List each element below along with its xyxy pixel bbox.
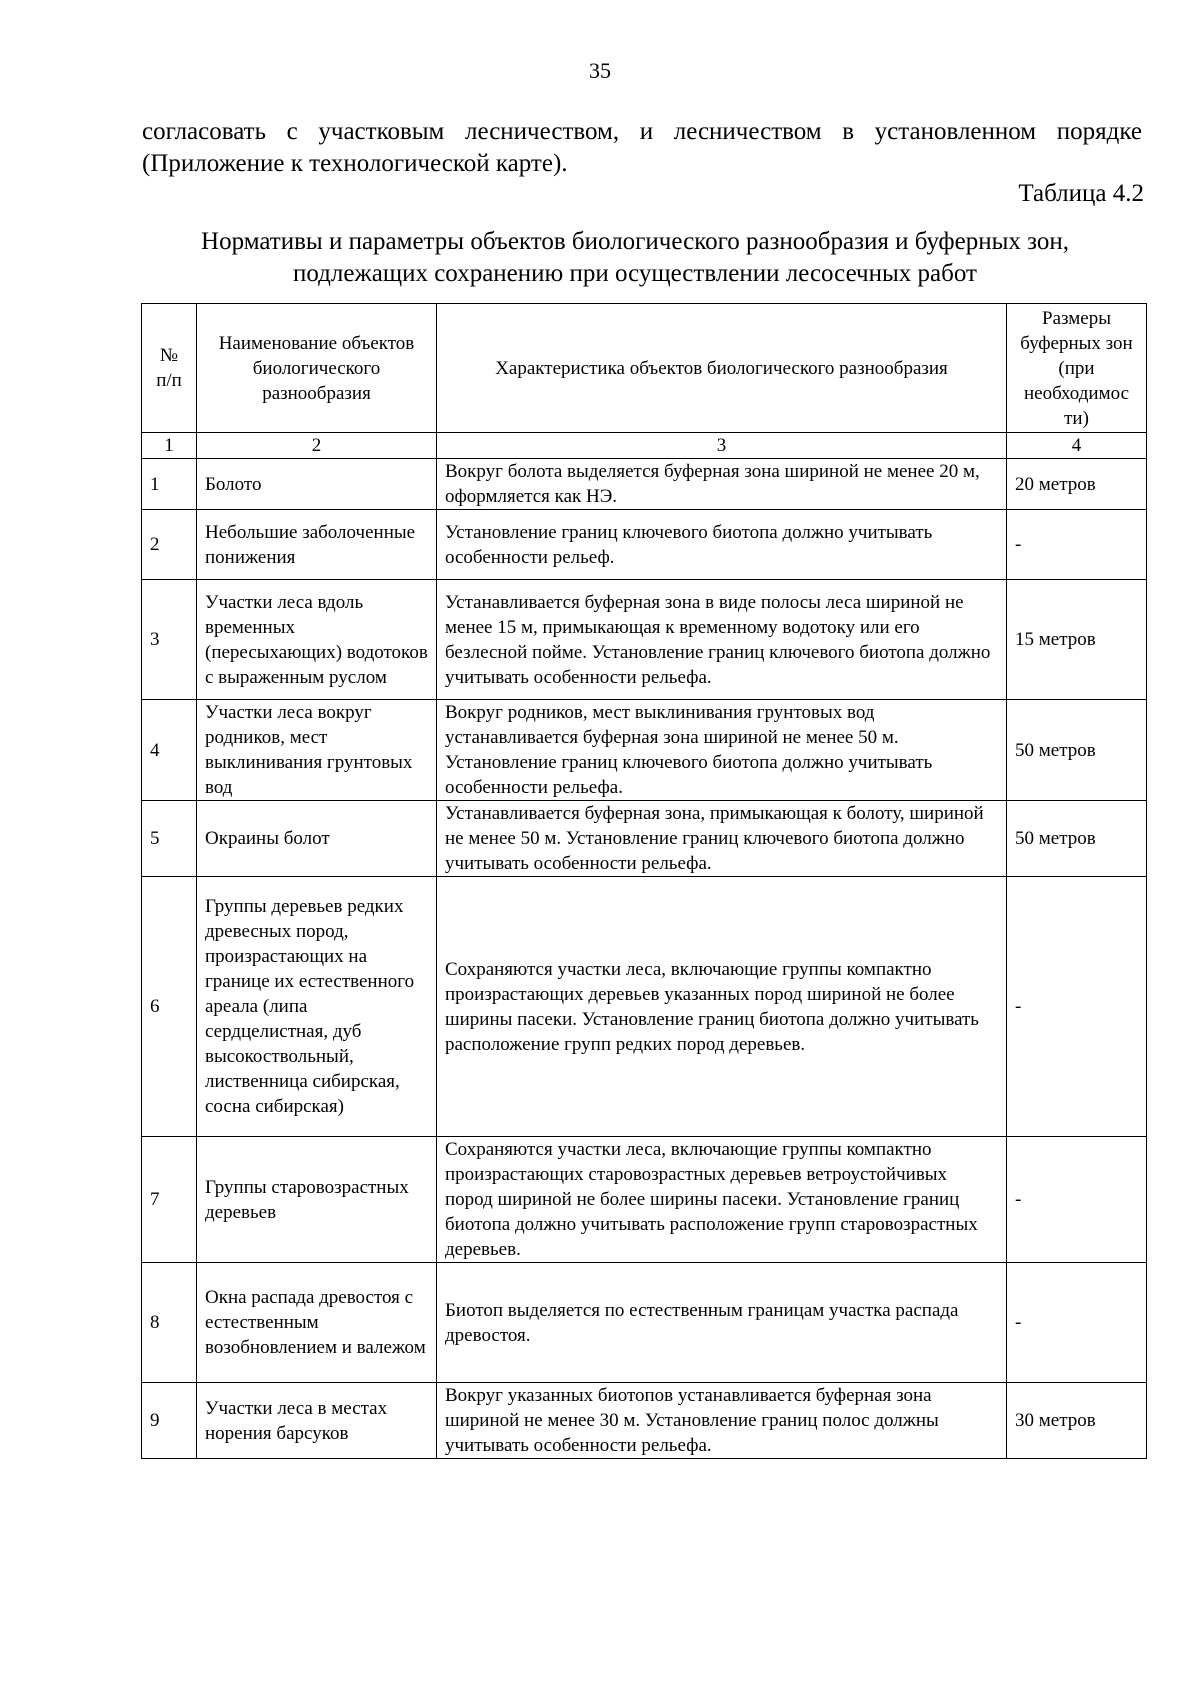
column-number: 4	[1007, 433, 1147, 459]
row-object-name: Окна распада древостоя с естественным возобновлением и валежом	[197, 1263, 437, 1383]
row-object-name: Группы старовозрастных деревьев	[197, 1137, 437, 1263]
row-buffer-size: -	[1007, 510, 1147, 580]
table-header-row	[142, 304, 1147, 433]
row-object-name: Небольшие заболоченные понижения	[197, 510, 437, 580]
table-row	[142, 459, 1147, 510]
row-number: 6	[142, 877, 197, 1137]
row-object-name: Участки леса в местах норения барсуков	[197, 1383, 437, 1459]
column-number: 2	[197, 433, 437, 459]
row-buffer-size: 20 метров	[1007, 459, 1147, 510]
intro-paragraph: согласовать с участковым лесничеством, и лесничеством в установленном порядке (Приложение к технологической карте).	[142, 118, 1142, 177]
table-row	[142, 877, 1147, 1137]
row-object-name: Болото	[197, 459, 437, 510]
row-number: 7	[142, 1137, 197, 1263]
row-buffer-size: 50 метров	[1007, 801, 1147, 877]
header-buffer-size: Размеры буферных зон (при необходимос ти)	[1007, 304, 1147, 433]
header-object-name: Наименование объектов биологического разнообразия	[197, 304, 437, 433]
row-number: 5	[142, 801, 197, 877]
row-buffer-size: -	[1007, 877, 1147, 1137]
column-number-row	[142, 433, 1147, 459]
table-row	[142, 1137, 1147, 1263]
row-description: Биотоп выделяется по естественным границам участка распада древостоя.	[437, 1263, 1007, 1383]
row-description: Вокруг указанных биотопов устанавливается буферная зона шириной не менее 30 м. Установление границ полос должны учитывать особенности рельефа.	[437, 1383, 1007, 1459]
row-description: Сохраняются участки леса, включающие группы компактно произрастающих старовозрастных деревьев ветроустойчивых пород шириной не более ширины пасеки. Установление границ биотопа должно учитывать расположение групп старовозрастных деревьев.	[437, 1137, 1007, 1263]
row-object-name: Группы деревьев редких древесных пород, произрастающих на границе их естественного ареала (липа сердцелистная, дуб высокоствольный, лиственница сибирская, сосна сибирская)	[197, 877, 437, 1137]
row-number: 2	[142, 510, 197, 580]
row-number: 1	[142, 459, 197, 510]
row-buffer-size: 50 метров	[1007, 700, 1147, 801]
row-number: 9	[142, 1383, 197, 1459]
header-number: № п/п	[142, 304, 197, 433]
row-description: Вокруг болота выделяется буферная зона шириной не менее 20 м, оформляется как НЭ.	[437, 459, 1007, 510]
column-number: 3	[437, 433, 1007, 459]
row-description: Устанавливается буферная зона, примыкающая к болоту, шириной не менее 50 м. Установление границ ключевого биотопа должно учитывать особенности рельефа.	[437, 801, 1007, 877]
row-description: Устанавливается буферная зона в виде полосы леса шириной не менее 15 м, примыкающая к временному водотоку или его безлесной пойме. Установление границ ключевого биотопа должно учитывать особенности рельефа.	[437, 580, 1007, 700]
row-number: 3	[142, 580, 197, 700]
header-description: Характеристика объектов биологического разнообразия	[437, 304, 1007, 433]
row-number: 8	[142, 1263, 197, 1383]
norms-table	[141, 303, 1147, 1459]
table-row	[142, 580, 1147, 700]
table-row	[142, 510, 1147, 580]
table-row	[142, 801, 1147, 877]
row-object-name: Участки леса вокруг родников, мест выклинивания грунтовых вод	[197, 700, 437, 801]
column-number: 1	[142, 433, 197, 459]
row-buffer-size: 30 метров	[1007, 1383, 1147, 1459]
row-object-name: Окраины болот	[197, 801, 437, 877]
row-description: Установление границ ключевого биотопа должно учитывать особенности рельеф.	[437, 510, 1007, 580]
table-row	[142, 1263, 1147, 1383]
row-description: Вокруг родников, мест выклинивания грунтовых вод устанавливается буферная зона шириной не менее 50 м. Установление границ ключевого биотопа должно учитывать особенности рельефа.	[437, 700, 1007, 801]
table-row	[142, 1383, 1147, 1459]
row-number: 4	[142, 700, 197, 801]
row-description: Сохраняются участки леса, включающие группы компактно произрастающих деревьев указанных пород шириной не более ширины пасеки. Установление границ биотопа должно учитывать расположение групп редких пород деревьев.	[437, 877, 1007, 1137]
page-number: 35	[589, 58, 611, 83]
row-buffer-size: 15 метров	[1007, 580, 1147, 700]
table-row	[142, 700, 1147, 801]
row-buffer-size: -	[1007, 1263, 1147, 1383]
table-caption: Таблица 4.2	[1018, 180, 1144, 207]
table-title: Нормативы и параметры объектов биологического разнообразия и буферных зон, подлежащих сохранению при осуществлении лесосечных работ	[201, 228, 1069, 287]
row-object-name: Участки леса вдоль временных (пересыхающих) водотоков с выраженным руслом	[197, 580, 437, 700]
row-buffer-size: -	[1007, 1137, 1147, 1263]
